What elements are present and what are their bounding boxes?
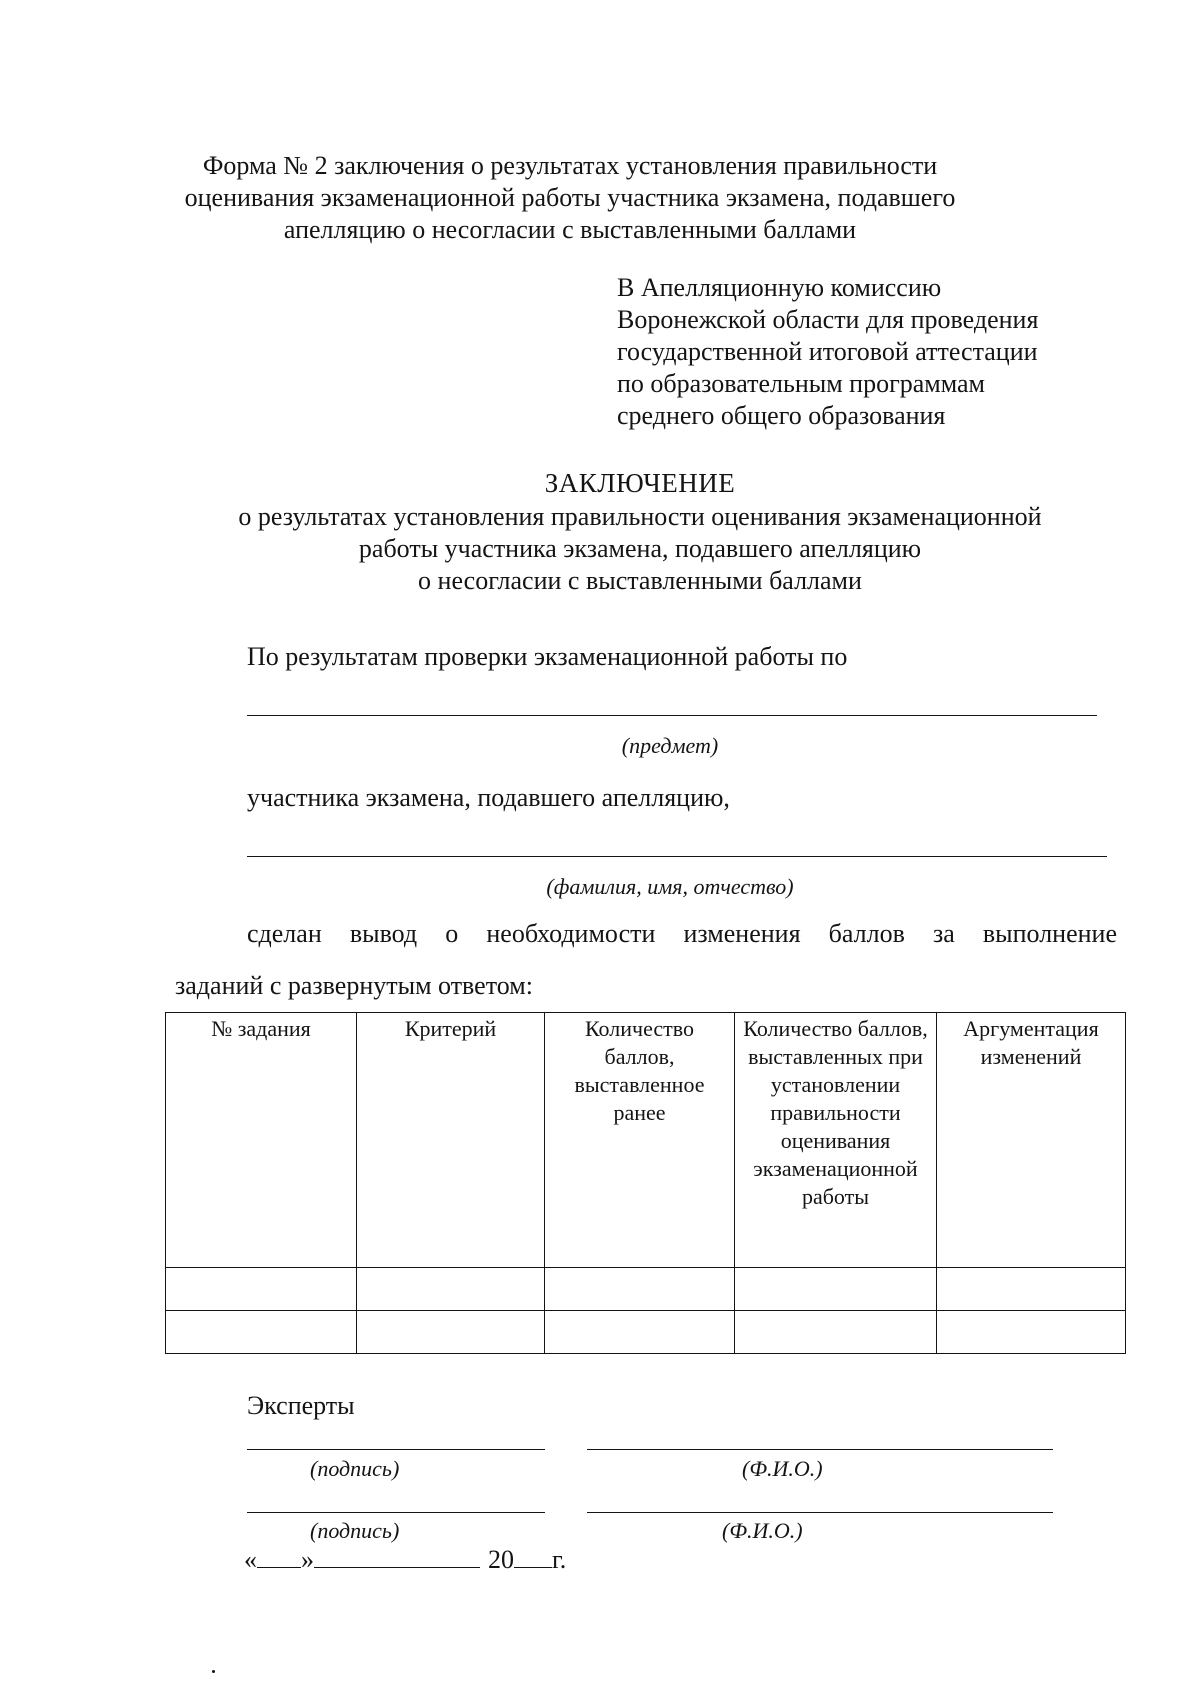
table-row bbox=[166, 1311, 1126, 1354]
conclusion-statement-line: сделан вывод о необходимости изменения баллов за выполнение bbox=[247, 919, 1117, 948]
addressee-line: среднего общего образования bbox=[617, 401, 946, 430]
table-header-row bbox=[166, 1013, 1126, 1268]
table-header-cell: Критерий bbox=[357, 1013, 545, 1268]
conclusion-heading: ЗАКЛЮЧЕНИЕ bbox=[544, 468, 736, 498]
scan-speck bbox=[212, 1670, 215, 1673]
form-title bbox=[160, 150, 980, 246]
table-cell[interactable] bbox=[545, 1311, 735, 1354]
subject-fill-line[interactable] bbox=[247, 715, 1097, 716]
table-cell[interactable] bbox=[937, 1311, 1126, 1354]
expert-2-fio-caption: (Ф.И.О.) bbox=[722, 1518, 803, 1543]
table-cell[interactable] bbox=[357, 1311, 545, 1354]
addressee-block bbox=[617, 272, 1117, 432]
conclusion-subtitle bbox=[120, 501, 1160, 597]
expert-1-signature-line[interactable] bbox=[247, 1449, 545, 1450]
addressee-line: государственной итоговой аттестации bbox=[617, 337, 1038, 366]
addressee-line: В Апелляционную комиссию bbox=[617, 273, 942, 302]
conclusion-subtitle-line: работы участника экзамена, подавшего апелляцию bbox=[358, 534, 922, 563]
date-line bbox=[244, 1544, 566, 1576]
conclusion-statement-line: заданий с развернутым ответом: bbox=[175, 971, 533, 1000]
table-cell[interactable] bbox=[735, 1311, 937, 1354]
expert-1-signature-caption: (подпись) bbox=[310, 1456, 400, 1481]
conclusion-subtitle-line: о результатах установления правильности оценивания экзаменационной bbox=[238, 502, 1042, 531]
expert-2-signature-line[interactable] bbox=[247, 1512, 545, 1513]
table-cell[interactable] bbox=[937, 1268, 1126, 1311]
expert-2-signature-caption: (подпись) bbox=[310, 1518, 400, 1543]
intro-text: По результатам проверки экзаменационной работы по bbox=[247, 642, 848, 671]
form-title-line: апелляцию о несогласии с выставленными баллами bbox=[283, 215, 857, 244]
date-close-quote: » bbox=[301, 1545, 314, 1574]
table-cell[interactable] bbox=[545, 1268, 735, 1311]
table-cell[interactable] bbox=[357, 1268, 545, 1311]
date-year-prefix: 20 bbox=[488, 1545, 514, 1574]
subject-caption: (предмет) bbox=[621, 733, 719, 758]
form-title-line: оценивания экзаменационной работы участника экзамена, подавшего bbox=[184, 183, 956, 212]
expert-2-fio-line[interactable] bbox=[587, 1512, 1053, 1513]
date-year-suffix: г. bbox=[552, 1545, 567, 1574]
table-row bbox=[166, 1268, 1126, 1311]
table-header-cell: Аргументация изменений bbox=[937, 1013, 1126, 1268]
expert-1-fio-caption: (Ф.И.О.) bbox=[742, 1456, 823, 1481]
table-header-cell: № задания bbox=[166, 1013, 357, 1268]
date-month-blank[interactable] bbox=[314, 1545, 480, 1568]
table-header-cell: Количество баллов, выставленных при установлении правильности оценивания экзаменационной работы bbox=[735, 1013, 937, 1268]
experts-label: Эксперты bbox=[247, 1391, 355, 1420]
table-cell[interactable] bbox=[166, 1311, 357, 1354]
addressee-line: по образовательным программам bbox=[617, 369, 986, 398]
form-title-line: Форма № 2 заключения о результатах установления правильности bbox=[202, 151, 938, 180]
table-cell[interactable] bbox=[735, 1268, 937, 1311]
addressee-line: Воронежской области для проведения bbox=[617, 305, 1039, 334]
date-year-blank[interactable] bbox=[514, 1545, 552, 1568]
expert-1-fio-line[interactable] bbox=[587, 1449, 1053, 1450]
table-header-cell: Количество баллов, выставленное ранее bbox=[545, 1013, 735, 1268]
date-open-quote: « bbox=[244, 1545, 257, 1574]
table-cell[interactable] bbox=[166, 1268, 357, 1311]
fio-fill-line[interactable] bbox=[247, 856, 1107, 857]
date-day-blank[interactable] bbox=[257, 1545, 301, 1568]
fio-caption: (фамилия, имя, отчество) bbox=[546, 874, 794, 899]
participant-label: участника экзамена, подавшего апелляцию, bbox=[247, 783, 730, 812]
conclusion-subtitle-line: о несогласии с выставленными баллами bbox=[418, 566, 862, 595]
criteria-table bbox=[165, 1012, 1126, 1354]
